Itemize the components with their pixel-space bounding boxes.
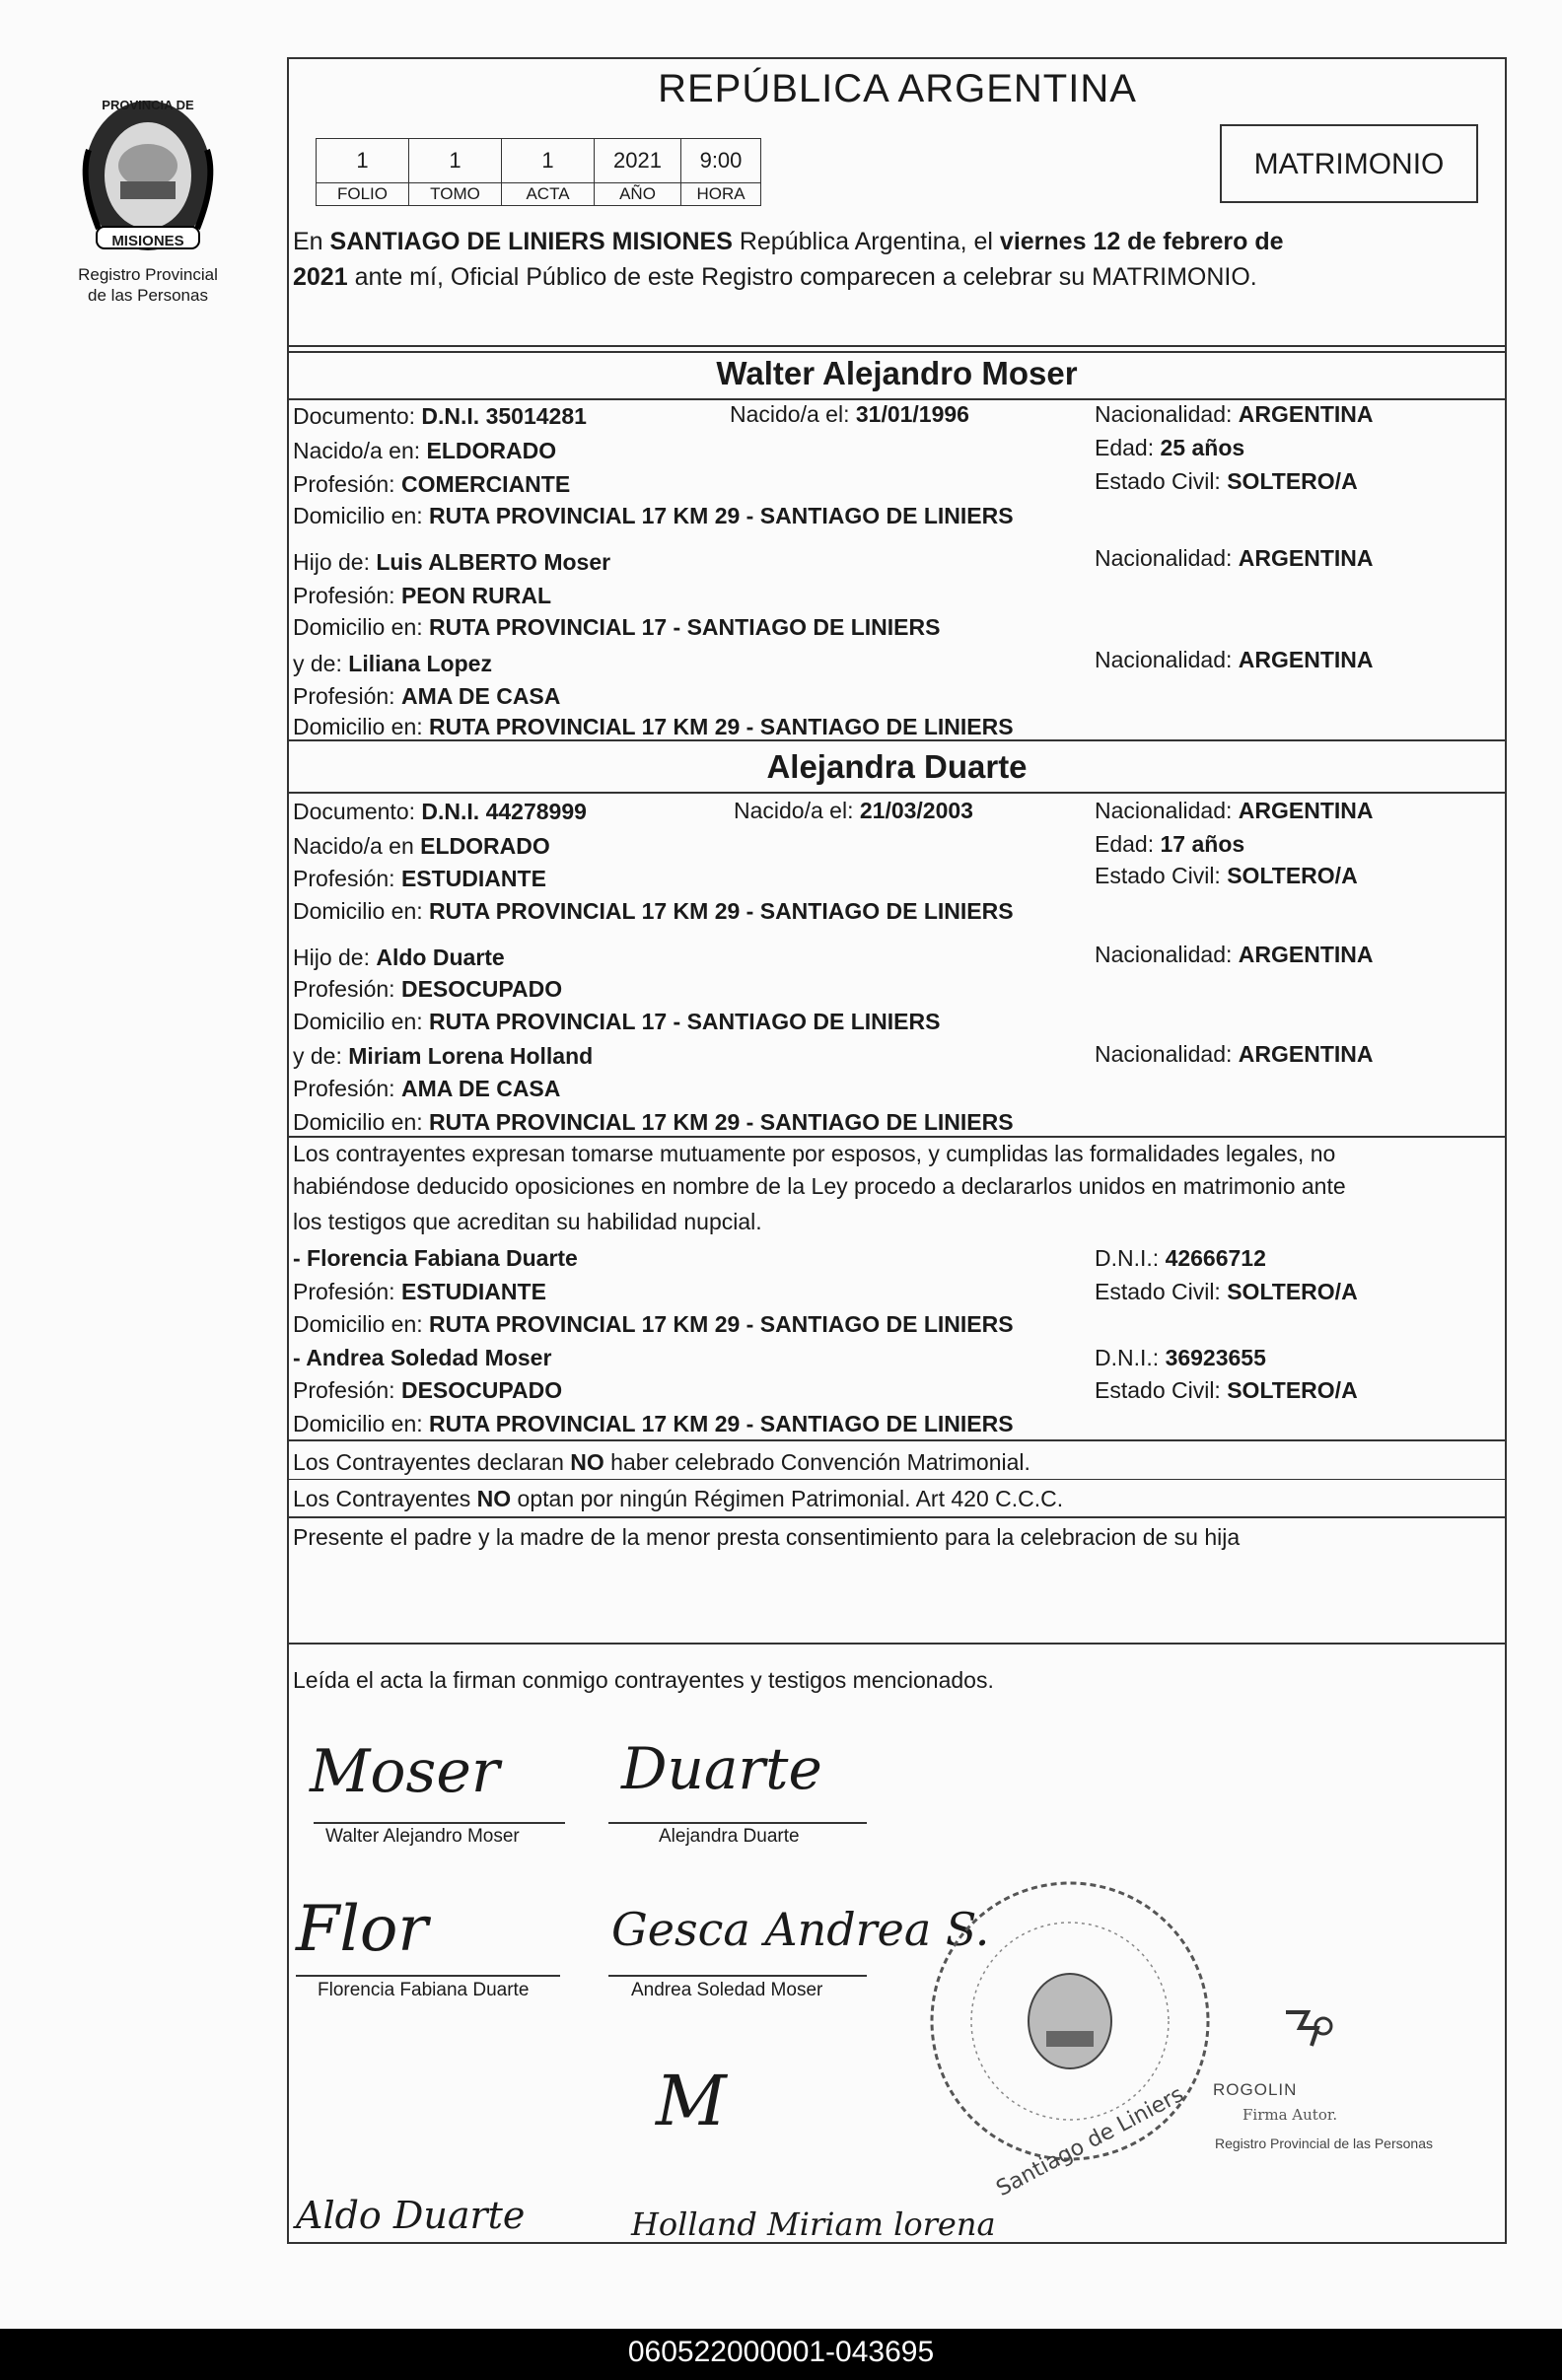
divider: [287, 1643, 1507, 1645]
declaration-line-1: Los contrayentes expresan tomarse mutuamente por esposos, y cumplidas las formalidades legales, no: [293, 1141, 1336, 1166]
signature-line: [608, 1822, 867, 1824]
divider: [287, 792, 1507, 794]
bride-profession: Profesión: ESTUDIANTE: [293, 866, 546, 891]
groom-mother-address: Domicilio en: RUTA PROVINCIAL 17 KM 29 - SANTIAGO DE LINIERS: [293, 714, 1014, 739]
declaration-line-2: habiéndose deducido oposiciones en nombre de la Ley procedo a declararlos unidos en matrimonio ante: [293, 1173, 1346, 1199]
document-code: 060522000001-043695: [627, 2336, 935, 2368]
divider: [287, 739, 1507, 741]
bride-father-address: Domicilio en: RUTA PROVINCIAL 17 - SANTIAGO DE LINIERS: [293, 1009, 941, 1034]
bride-mother-address: Domicilio en: RUTA PROVINCIAL 17 KM 29 - SANTIAGO DE LINIERS: [293, 1109, 1014, 1135]
signature-label-witness-1: Florencia Fabiana Duarte: [318, 1980, 530, 2000]
groom-document: Documento: D.N.I. 35014281: [293, 403, 587, 429]
observation-text: Presente el padre y la madre de la menor presta consentimiento para la celebracion de su hija: [293, 1524, 1241, 1550]
witness-2-name: - Andrea Soledad Moser: [293, 1345, 552, 1370]
groom-nationality: Nacionalidad: ARGENTINA: [1095, 401, 1374, 427]
bride-nationality: Nacionalidad: ARGENTINA: [1095, 798, 1374, 823]
bride-mother: y de: Miriam Lorena Holland: [293, 1043, 594, 1069]
signature-officer: M: [656, 2061, 727, 2141]
hora-label: HORA: [681, 183, 761, 206]
divider: [287, 351, 1507, 353]
officer-stamp-name: ROGOLIN: [1213, 2080, 1298, 2099]
tomo-label: TOMO: [409, 183, 502, 206]
bride-address: Domicilio en: RUTA PROVINCIAL 17 KM 29 - SANTIAGO DE LINIERS: [293, 898, 1014, 924]
officer-stamp-role: Firma Autor.: [1242, 2106, 1338, 2124]
intro-line-2: 2021 ante mí, Oficial Público de este Registro comparecen a celebrar su MATRIMONIO.: [293, 263, 1257, 291]
signature-intro: Leída el acta la firman conmigo contrayentes y testigos mencionados.: [293, 1667, 994, 1693]
seal-ring-text: Santiago de Liniers: [992, 2081, 1188, 2203]
witness-1-address: Domicilio en: RUTA PROVINCIAL 17 KM 29 - SANTIAGO DE LINIERS: [293, 1311, 1014, 1337]
groom-mother-profession: Profesión: AMA DE CASA: [293, 683, 561, 709]
registry-name-line2: de las Personas: [88, 286, 208, 305]
groom-name: Walter Alejandro Moser: [716, 355, 1078, 391]
bride-birthdate: Nacido/a el: 21/03/2003: [734, 798, 973, 823]
groom-father-nationality: Nacionalidad: ARGENTINA: [1095, 545, 1374, 571]
witness-1-civil-status: Estado Civil: SOLTERO/A: [1095, 1279, 1358, 1304]
act-type-label: MATRIMONIO: [1253, 148, 1445, 180]
divider: [287, 1439, 1507, 1441]
acta-label: ACTA: [502, 183, 595, 206]
bride-mother-nationality: Nacionalidad: ARGENTINA: [1095, 1041, 1374, 1067]
signature-witness-2: Gesca Andrea S.: [611, 1903, 990, 1956]
bride-name: Alejandra Duarte: [766, 748, 1028, 785]
witness-1-profession: Profesión: ESTUDIANTE: [293, 1279, 546, 1304]
bride-mother-profession: Profesión: AMA DE CASA: [293, 1076, 561, 1101]
groom-mother-nationality: Nacionalidad: ARGENTINA: [1095, 647, 1374, 672]
divider: [287, 1479, 1507, 1480]
convention-line-2: Los Contrayentes NO optan por ningún Régimen Patrimonial. Art 420 C.C.C.: [293, 1486, 1064, 1511]
logo-banner-misiones: MISIONES: [111, 233, 184, 249]
official-seal: [922, 1873, 1218, 2169]
anio-value: 2021: [595, 139, 681, 183]
witness-2-profession: Profesión: DESOCUPADO: [293, 1377, 563, 1403]
groom-mother: y de: Liliana Lopez: [293, 651, 492, 676]
groom-birthdate: Nacido/a el: 31/01/1996: [730, 401, 969, 427]
witness-2-address: Domicilio en: RUTA PROVINCIAL 17 KM 29 - SANTIAGO DE LINIERS: [293, 1411, 1014, 1436]
register-table: [316, 138, 761, 206]
groom-father: Hijo de: Luis ALBERTO Moser: [293, 549, 611, 575]
bride-father: Hijo de: Aldo Duarte: [293, 945, 505, 970]
convention-line-1: Los Contrayentes declaran NO haber celebrado Convención Matrimonial.: [293, 1449, 1030, 1475]
groom-age: Edad: 25 años: [1095, 435, 1245, 460]
signature-line: [314, 1822, 565, 1824]
folio-label: FOLIO: [317, 183, 409, 206]
signature-groom: Moser: [310, 1737, 500, 1806]
signature-label-groom: Walter Alejandro Moser: [325, 1826, 520, 1847]
bride-document: Documento: D.N.I. 44278999: [293, 799, 587, 824]
divider: [287, 1516, 1507, 1518]
bride-father-profession: Profesión: DESOCUPADO: [293, 976, 563, 1002]
act-type-box: [1220, 124, 1478, 203]
bride-age: Edad: 17 años: [1095, 831, 1245, 857]
signature-line: [296, 1975, 560, 1977]
signature-bride-mother: Holland Miriam lorena: [631, 2205, 996, 2243]
signature-line: [608, 1975, 867, 1977]
groom-civil-status: Estado Civil: SOLTERO/A: [1095, 468, 1358, 494]
acta-value: 1: [502, 139, 595, 183]
groom-birthplace: Nacido/a en: ELDORADO: [293, 438, 557, 463]
officer-stamp-office: Registro Provincial de las Personas: [1215, 2135, 1433, 2151]
logo-banner-top: PROVINCIA DE: [102, 98, 194, 112]
signature-label-witness-2: Andrea Soledad Moser: [631, 1980, 823, 2000]
witness-1-name: - Florencia Fabiana Duarte: [293, 1245, 578, 1271]
officer-stamp-icon: [1282, 2006, 1337, 2057]
country-title: REPÚBLICA ARGENTINA: [658, 67, 1137, 110]
bride-civil-status: Estado Civil: SOLTERO/A: [1095, 863, 1358, 888]
witness-2-civil-status: Estado Civil: SOLTERO/A: [1095, 1377, 1358, 1403]
groom-father-address: Domicilio en: RUTA PROVINCIAL 17 - SANTIAGO DE LINIERS: [293, 614, 941, 640]
declaration-line-3: los testigos que acreditan su habilidad nupcial.: [293, 1209, 762, 1234]
anio-label: AÑO: [595, 183, 681, 206]
tomo-value: 1: [409, 139, 502, 183]
signature-bride-father: Aldo Duarte: [296, 2194, 526, 2237]
witness-2-dni: D.N.I.: 36923655: [1095, 1345, 1266, 1370]
signature-witness-1: Flor: [296, 1893, 428, 1966]
registry-name-line1: Registro Provincial: [78, 265, 218, 284]
bride-father-nationality: Nacionalidad: ARGENTINA: [1095, 942, 1374, 967]
divider: [287, 1136, 1507, 1138]
groom-father-profession: Profesión: PEON RURAL: [293, 583, 552, 608]
intro-line-1: En SANTIAGO DE LINIERS MISIONES República Argentina, el viernes 12 de febrero de: [293, 228, 1284, 255]
groom-profession: Profesión: COMERCIANTE: [293, 471, 571, 497]
groom-address: Domicilio en: RUTA PROVINCIAL 17 KM 29 - SANTIAGO DE LINIERS: [293, 503, 1014, 528]
folio-value: 1: [317, 139, 409, 183]
signature-label-bride: Alejandra Duarte: [659, 1826, 800, 1847]
witness-1-dni: D.N.I.: 42666712: [1095, 1245, 1266, 1271]
divider: [287, 345, 1507, 347]
hora-value: 9:00: [681, 139, 761, 183]
signature-bride: Duarte: [621, 1735, 822, 1802]
bride-birthplace: Nacido/a en ELDORADO: [293, 833, 550, 859]
